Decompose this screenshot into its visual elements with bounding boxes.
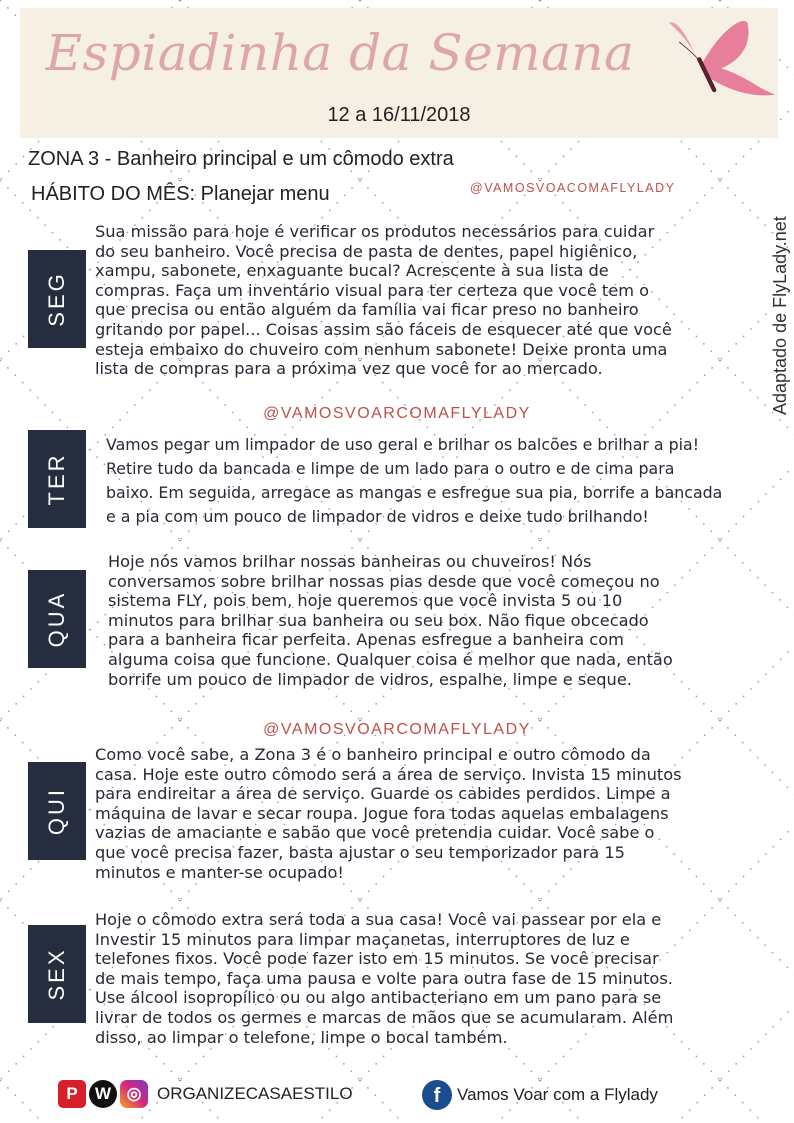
social-links	[58, 1080, 353, 1108]
source-credit: Adaptado de FlyLady.net	[770, 216, 790, 415]
day-label-text: QUI	[44, 786, 69, 836]
facebook-page-name[interactable]: Vamos Voar com a Flylady	[457, 1085, 658, 1104]
facebook-link[interactable]	[422, 1080, 658, 1110]
week-date: 12 a 16/11/2018	[327, 104, 471, 126]
day-label-text: SEX	[44, 947, 69, 1001]
habit-heading: HÁBITO DO MÊS: Planejar menu	[31, 183, 330, 205]
social-handle[interactable]: ORGANIZECASAESTILO	[157, 1084, 353, 1103]
day-label-ter	[28, 430, 86, 528]
instagram-icon[interactable]: ◎	[120, 1080, 148, 1108]
day-label-qui	[28, 762, 86, 860]
day-text-sex: Hoje o cômodo extra será toda a sua casa! Você vai passear por ela e Investir 15 minutos para limpar maçanetas, interruptores de luz e telefones fixos. Você pode fazer isto em 15 minutos. Se você precisar de mais tempo, faça uma pausa e volte para outra fase de 15 minutos. Use álcool isopropílico ou ou algo antibacteriano em um pano para se livrar de todos os germes e marcas de mãos que se acumularam. Além disso, ao limpar o telefone, limpe o bocal também.	[95, 910, 674, 1047]
instagram-handle: @VAMOSVOARCOMAFLYLADY	[263, 721, 531, 738]
butterfly-icon	[660, 12, 778, 107]
day-label-sex	[28, 925, 86, 1023]
day-text-ter: Vamos pegar um limpador de uso geral e brilhar os balcões e brilhar a pia! Retire tudo da bancada e limpe de um lado para o outro e de cima para baixo. Em seguida, arregace as mangas e esfregue sua pia, borrife a bancada e a pia com um pouco de limpador de vidros e deixe tudo brilhando!	[106, 435, 723, 526]
day-label-seg	[28, 250, 86, 348]
day-text-qua: Hoje nós vamos brilhar nossas banheiras ou chuveiros! Nós conversamos sobre brilhar nossas pias desde que você começou no sistema FLY, pois bem, hoje queremos que você invista 5 ou 10 minutos para brilhar sua banheira ou seu box. Não fique obcecado para a banheira ficar perfeita. Apenas esfregue a banheira com alguma coisa que funcione. Qualquer coisa é melhor que nada, então borrife um pouco de limpador de vidros, espalhe, limpe e seque.	[108, 552, 673, 689]
instagram-handle: @VAMOSVOARCOMAFLYLADY	[263, 405, 531, 422]
day-label-qua	[28, 570, 86, 668]
facebook-icon[interactable]: f	[422, 1080, 452, 1110]
day-label-text: SEG	[44, 271, 69, 327]
day-text-qui: Como você sabe, a Zona 3 é o banheiro principal e outro cômodo da casa. Hoje este outro cômodo será a área de serviço. Invista 15 minutos para endireitar a área de serviço. Guarde os cabides perdidos. Limpe a máquina de lavar e secar roupa. Jogue fora todas aquelas embalagens vazias de amaciante e sabão que você pretendia cuidar. Você sabe o que você precisa fazer, basta ajustar o seu temporizador para 15 minutos e manter-se ocupado!	[95, 745, 682, 882]
pinterest-icon[interactable]: P	[58, 1080, 86, 1108]
page-title: Espiadinha da Semana	[45, 24, 635, 82]
day-label-text: QUA	[44, 590, 69, 648]
wordpress-icon[interactable]: W	[89, 1080, 117, 1108]
day-label-text: TER	[44, 452, 69, 506]
zone-heading: ZONA 3 - Banheiro principal e um cômodo extra	[28, 148, 454, 170]
day-text-seg: Sua missão para hoje é verificar os produtos necessários para cuidar do seu banheiro. Você precisa de pasta de dentes, papel higiênico, xampu, sabonete, enxaguante bucal? Acrescente à sua lista de compras. Faça um inventário visual para ter certeza que você tem o que precisa ou então alguém da família vai ficar preso no banheiro gritando por papel... Coisas assim são fáceis de esquecer até que você esteja embaixo do chuveiro com nenhum sabonete! Deixe pronta uma lista de compras para a próxima vez que você for ao mercado.	[95, 222, 672, 379]
instagram-handle: @VAMOSVOACOMAFLYLADY	[470, 181, 676, 195]
